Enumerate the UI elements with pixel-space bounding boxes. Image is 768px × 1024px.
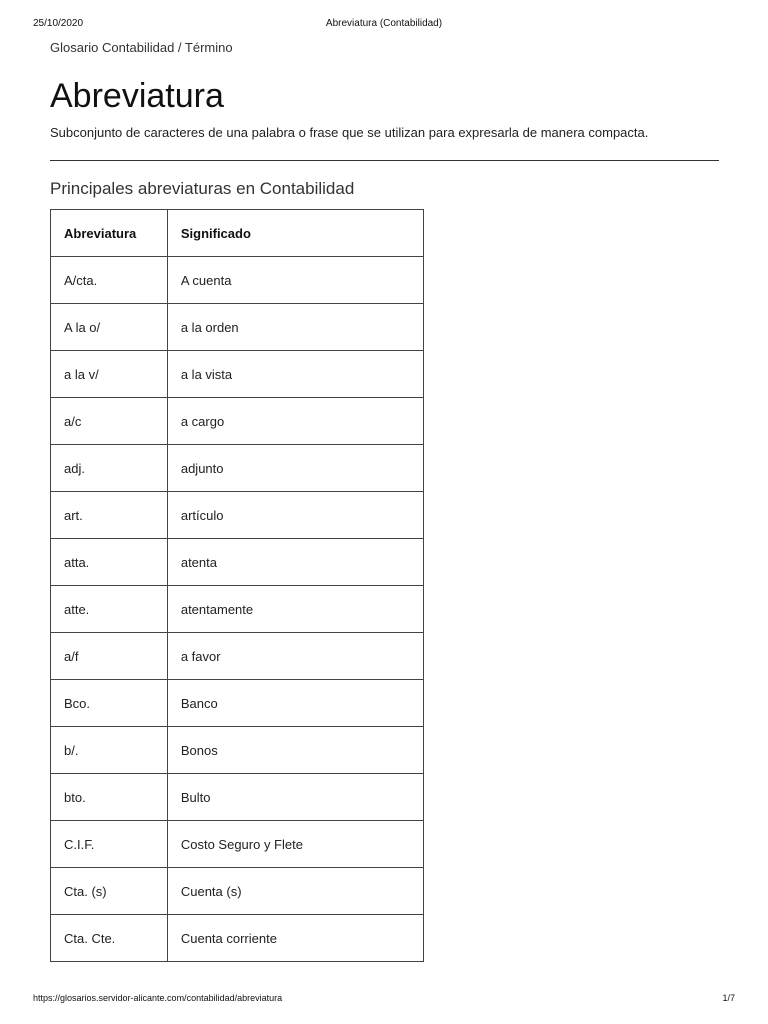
abbreviation-cell: atte. — [51, 586, 168, 633]
table-row — [51, 539, 424, 586]
print-footer — [33, 993, 735, 1007]
meaning-cell: a favor — [167, 633, 423, 680]
meaning-cell: Cuenta (s) — [167, 868, 423, 915]
table-row — [51, 727, 424, 774]
meaning-cell: artículo — [167, 492, 423, 539]
abbreviation-cell: art. — [51, 492, 168, 539]
meaning-cell: A cuenta — [167, 257, 423, 304]
abbreviation-cell: C.I.F. — [51, 821, 168, 868]
meaning-cell: Banco — [167, 680, 423, 727]
page-title: Abreviatura — [50, 77, 224, 115]
meaning-cell: a la orden — [167, 304, 423, 351]
abbreviation-cell: A la o/ — [51, 304, 168, 351]
abbreviation-cell: b/. — [51, 727, 168, 774]
table-row — [51, 351, 424, 398]
breadcrumb: Glosario Contabilidad / Término — [50, 40, 233, 55]
table-row — [51, 445, 424, 492]
abbreviation-cell: a la v/ — [51, 351, 168, 398]
print-document-title: Abreviatura (Contabilidad) — [325, 18, 443, 29]
meaning-cell: adjunto — [167, 445, 423, 492]
table-row — [51, 492, 424, 539]
meaning-cell: Cuenta corriente — [167, 915, 423, 962]
meaning-cell: a la vista — [167, 351, 423, 398]
print-url: https://glosarios.servidor-alicante.com/contabilidad/abreviatura — [33, 993, 283, 1003]
column-header-meaning: Significado — [167, 210, 423, 257]
meaning-cell: Costo Seguro y Flete — [167, 821, 423, 868]
abbreviation-cell: a/c — [51, 398, 168, 445]
table-row — [51, 680, 424, 727]
page-number: 1/7 — [722, 993, 735, 1003]
abbreviation-cell: bto. — [51, 774, 168, 821]
table-row — [51, 868, 424, 915]
abbreviation-cell: Cta. (s) — [51, 868, 168, 915]
print-header — [33, 18, 735, 32]
table-row — [51, 633, 424, 680]
column-header-abbreviation: Abreviatura — [51, 210, 168, 257]
section-title: Principales abreviaturas en Contabilidad — [50, 179, 355, 198]
abbreviation-cell: adj. — [51, 445, 168, 492]
table-row — [51, 304, 424, 351]
table-row — [51, 257, 424, 304]
meaning-cell: Bulto — [167, 774, 423, 821]
table-row — [51, 398, 424, 445]
abbreviation-cell: a/f — [51, 633, 168, 680]
meaning-cell: a cargo — [167, 398, 423, 445]
meaning-cell: atenta — [167, 539, 423, 586]
table-row — [51, 915, 424, 962]
table-row — [51, 821, 424, 868]
abbreviation-cell: Bco. — [51, 680, 168, 727]
term-definition: Subconjunto de caracteres de una palabra o frase que se utilizan para expresarla de manera compacta. — [50, 125, 649, 140]
meaning-cell: Bonos — [167, 727, 423, 774]
abbreviation-cell: A/cta. — [51, 257, 168, 304]
divider — [50, 160, 719, 161]
meaning-cell: atentamente — [167, 586, 423, 633]
abbreviation-cell: Cta. Cte. — [51, 915, 168, 962]
abbreviation-cell: atta. — [51, 539, 168, 586]
page-content — [50, 40, 719, 962]
abbreviations-table — [50, 209, 424, 962]
print-date: 25/10/2020 — [33, 18, 84, 29]
table-row — [51, 774, 424, 821]
table-row — [51, 586, 424, 633]
table-body — [51, 257, 424, 962]
table-header-row — [51, 210, 424, 257]
